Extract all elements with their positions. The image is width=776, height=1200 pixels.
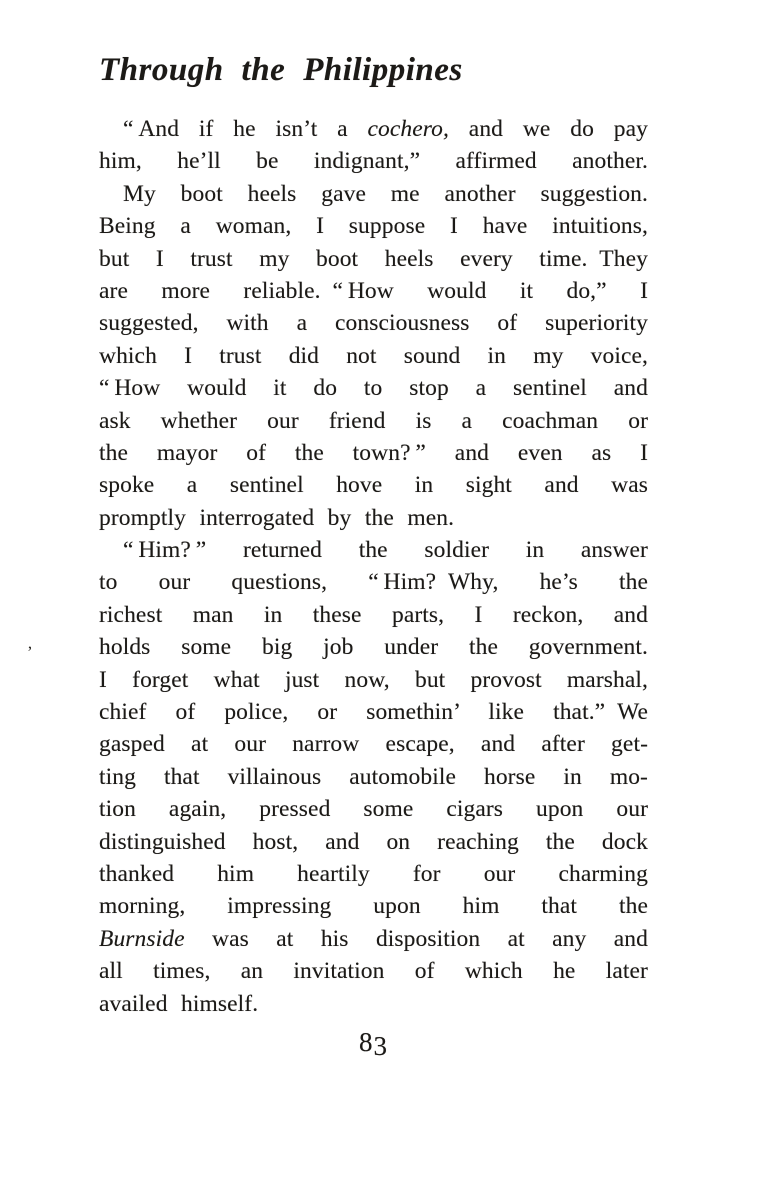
text-segment: “ Him? ” returned the soldier in answer [123, 537, 648, 564]
text-line [99, 113, 648, 145]
text-segment: thanked him heartily for our charming [99, 860, 648, 887]
text-segment: ting that villainous automobile horse in mo- [99, 763, 648, 790]
text-segment: the mayor of the town? ” and even as I [99, 439, 648, 466]
text-line [99, 890, 648, 922]
text-line [99, 664, 648, 696]
text-segment: distinguished host, and on reaching the dock [99, 828, 648, 855]
text-segment: suggested, with a consciousness of superiority [99, 310, 648, 337]
text-line [99, 728, 648, 760]
text-line [99, 793, 648, 825]
text-line [99, 372, 648, 404]
text-segment: Being a woman, I suppose I have intuitions, [99, 213, 648, 240]
text-line [99, 405, 648, 437]
text-segment: which I trust did not sound in my voice, [99, 342, 648, 369]
text-segment: to our questions, “ Him? Why, he’s the [99, 569, 648, 596]
text-line [99, 307, 648, 339]
text-segment: “ And if he isn’t a [123, 116, 368, 142]
text-line [99, 696, 648, 728]
text-segment: and we do pay [448, 116, 648, 142]
text-line [99, 826, 648, 858]
page-number [99, 1026, 648, 1061]
text-segment: availed himself. [99, 990, 259, 1017]
text-line [99, 534, 648, 566]
text-segment: tion again, pressed some cigars upon our [99, 796, 648, 823]
text-line [99, 502, 648, 534]
text-line [99, 858, 648, 890]
text-segment: chief of police, or somethin’ like that.” We [99, 699, 648, 726]
text-segment: was at his disposition at any and [184, 925, 648, 952]
text-segment: “ How would it do to stop a sentinel and [99, 375, 648, 402]
text-line [99, 275, 648, 307]
italic-text-segment: cochero, [367, 116, 449, 142]
running-header: Through the Philippines [99, 52, 463, 88]
text-segment: richest man in these parts, I reckon, and [99, 601, 648, 628]
text-segment: but I trust my boot heels every time. They [99, 245, 648, 272]
text-segment: him, he’ll be indignant,” affirmed another. [99, 148, 648, 175]
text-segment: morning, impressing upon him that the [99, 893, 648, 920]
text-line [99, 437, 648, 469]
text-segment: promptly interrogated by the men. [99, 504, 455, 531]
text-line [99, 243, 648, 275]
text-segment: holds some big job under the government. [99, 634, 648, 661]
text-line [99, 145, 648, 177]
text-line [99, 566, 648, 598]
text-line [99, 178, 648, 210]
text-segment: ask whether our friend is a coachman or [99, 407, 648, 434]
page-number-digit: 8 [359, 1027, 374, 1057]
text-segment: are more reliable. “ How would it do,” I [99, 277, 648, 304]
text-line [99, 988, 648, 1020]
text-segment: I forget what just now, but provost marshal, [99, 666, 648, 693]
italic-text-segment: Burnside [99, 925, 185, 952]
text-line [99, 599, 648, 631]
page-number-digit: 3 [373, 1031, 388, 1061]
text-line [99, 469, 648, 501]
text-segment: all times, an invitation of which he later [99, 958, 648, 985]
text-line [99, 761, 648, 793]
text-line [99, 955, 648, 987]
text-segment: spoke a sentinel hove in sight and was [99, 472, 648, 499]
text-segment: gasped at our narrow escape, and after get- [99, 731, 648, 758]
text-line [99, 923, 648, 955]
text-line [99, 631, 648, 663]
body-text [99, 113, 648, 1020]
text-line [99, 340, 648, 372]
text-line [99, 210, 648, 242]
margin-ink-mark: ʼ [27, 643, 33, 662]
text-segment: My boot heels gave me another suggestion. [123, 180, 648, 207]
